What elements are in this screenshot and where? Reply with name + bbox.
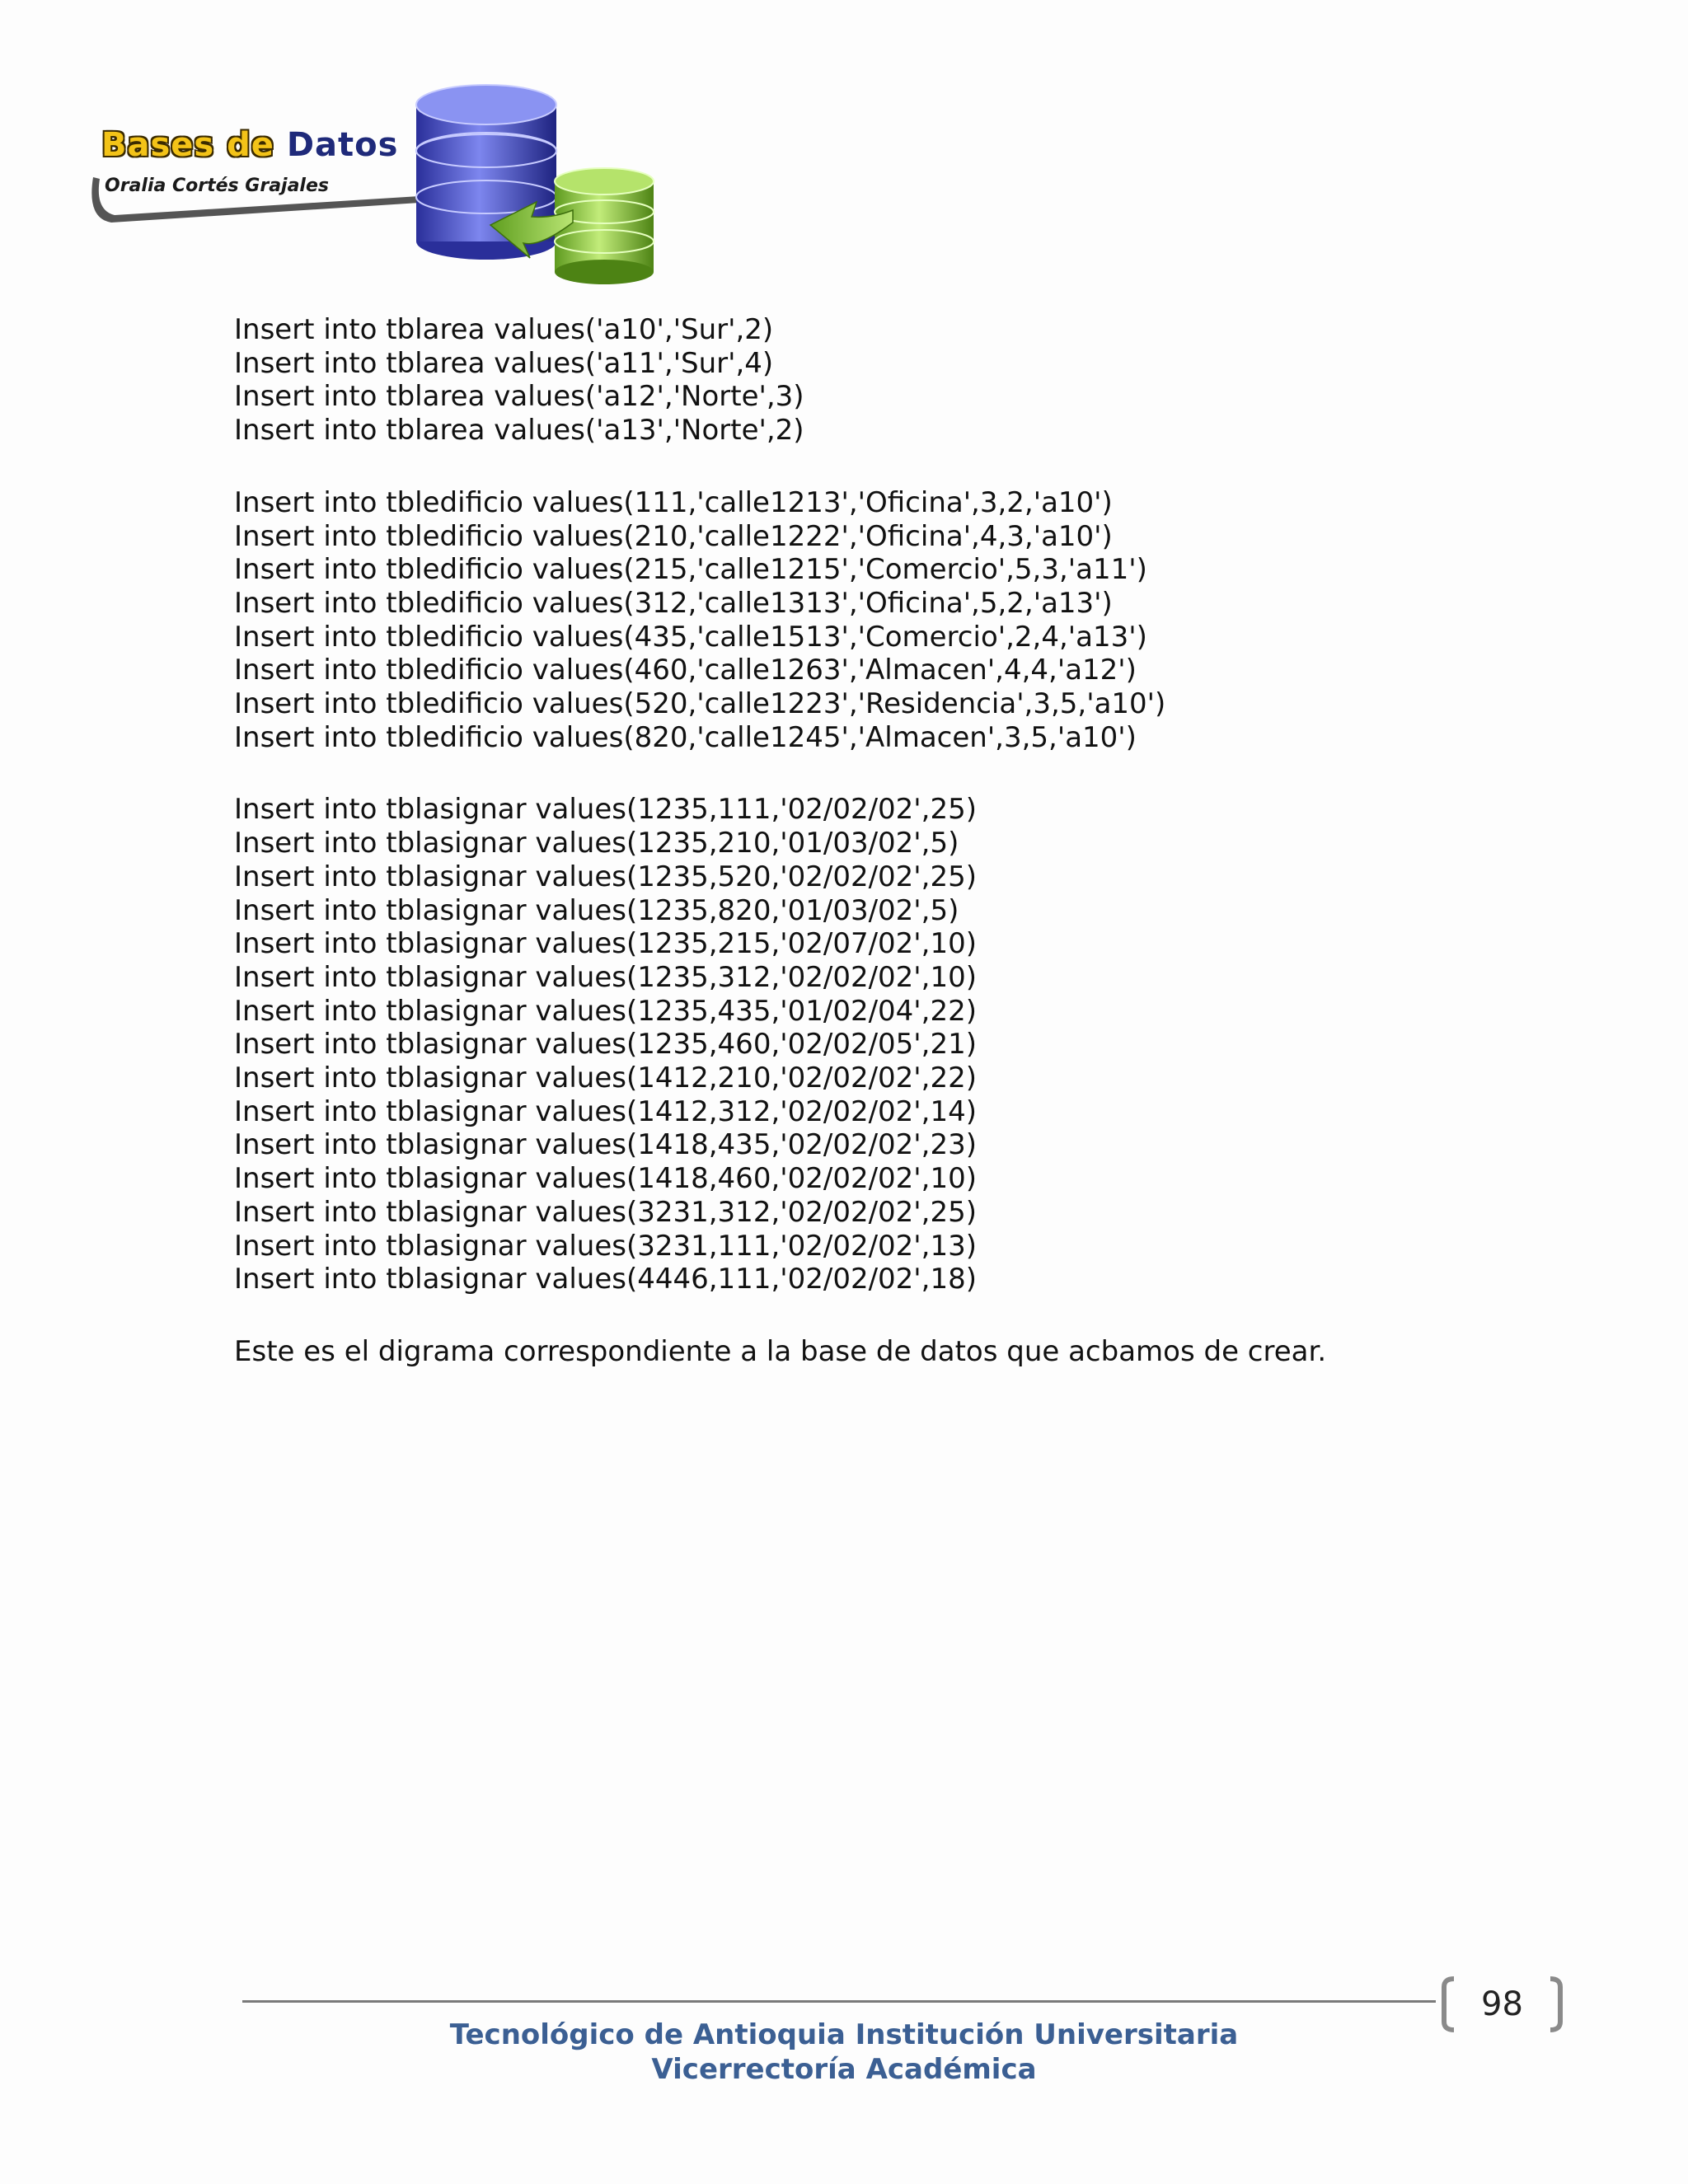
header-logo	[78, 78, 672, 284]
sql-statement-line: Insert into tblarea values('a11','Sur',4)	[234, 346, 774, 380]
sql-statement-block	[234, 486, 1553, 755]
document-body	[234, 313, 1553, 1369]
sql-statement-line: Insert into tblasignar values(1235,111,'02/02/02',25)	[234, 793, 977, 827]
sql-statement-line: Insert into tblasignar values(1418,435,'02/02/02',23)	[234, 1128, 977, 1162]
sql-statement-line: Insert into tbledificio values(460,'calle1263','Almacen',4,4,'a12')	[234, 654, 1137, 687]
logo-title	[101, 126, 398, 164]
footer-institution: Tecnológico de Antioquia Institución Universitaria	[449, 2018, 1239, 2051]
sql-statement-line: Insert into tblasignar values(1235,435,'01/02/04',22)	[234, 994, 977, 1028]
logo-title-part2: Datos	[286, 126, 399, 164]
sql-statement-line: Insert into tbledificio values(215,'calle1215','Comercio',5,3,'a11')	[234, 553, 1147, 587]
sql-statement-line: Insert into tblasignar values(1235,312,'02/02/02',10)	[234, 960, 977, 994]
footer-divider	[242, 2000, 1436, 2003]
sql-statement-line: Insert into tbledificio values(820,'calle1245','Almacen',3,5,'a10')	[234, 720, 1137, 754]
logo-title-part1: Bases de	[101, 126, 287, 164]
footer-department: Vicerrectoría Académica	[651, 2053, 1037, 2086]
sql-statement-line: Insert into tblasignar values(1235,215,'02/07/02',10)	[234, 927, 977, 961]
sql-statement-line: Insert into tblarea values('a13','Norte',2)	[234, 414, 804, 448]
sql-statement-line: Insert into tblarea values('a12','Norte',3)	[234, 380, 804, 414]
sql-statement-line: Insert into tbledificio values(435,'calle1513','Comercio',2,4,'a13')	[234, 620, 1147, 654]
sql-statement-line: Insert into tblarea values('a10','Sur',2)	[234, 313, 774, 346]
block-spacer	[234, 448, 1553, 486]
sql-statement-line: Insert into tbledificio values(111,'calle1213','Oficina',3,2,'a10')	[234, 485, 1113, 519]
sql-statement-line: Insert into tblasignar values(1235,820,'01/03/02',5)	[234, 893, 959, 927]
sql-statement-line: Insert into tblasignar values(3231,312,'02/02/02',25)	[234, 1195, 977, 1229]
sql-statement-line: Insert into tblasignar values(3231,111,'02/02/02',13)	[234, 1229, 977, 1263]
database-cylinder-small-icon	[555, 168, 654, 284]
sql-statement-line: Insert into tbledificio values(312,'calle1313','Oficina',5,2,'a13')	[234, 586, 1113, 620]
sql-statement-line: Insert into tbledificio values(210,'calle1222','Oficina',4,3,'a10')	[234, 519, 1113, 553]
logo-author: Oralia Cortés Grajales	[105, 176, 329, 196]
sql-statement-line: Insert into tblasignar values(1235,210,'01/03/02',5)	[234, 827, 959, 860]
block-spacer	[234, 1296, 1553, 1335]
sql-statement-line: Insert into tblasignar values(1418,460,'02/02/02',10)	[234, 1162, 977, 1196]
page-number: 98	[1481, 1985, 1523, 2023]
block-spacer	[234, 754, 1553, 793]
sql-statement-line: Insert into tbledificio values(520,'calle1223','Residencia',3,5,'a10')	[234, 687, 1166, 721]
sql-statement-block	[234, 313, 1553, 448]
paragraph-block	[234, 1335, 1553, 1369]
paragraph-text: Este es el digrama correspondiente a la base de datos que acbamos de crear.	[234, 1334, 1327, 1368]
sql-statement-line: Insert into tblasignar values(1235,460,'02/02/05',21)	[234, 1028, 977, 1062]
sql-statement-block	[234, 793, 1553, 1296]
sql-statement-line: Insert into tblasignar values(4446,111,'02/02/02',18)	[234, 1263, 977, 1296]
sql-statement-line: Insert into tblasignar values(1412,312,'02/02/02',14)	[234, 1094, 977, 1128]
sql-statement-line: Insert into tblasignar values(1235,520,'02/02/02',25)	[234, 860, 977, 893]
footer	[0, 2018, 1688, 2087]
sql-statement-line: Insert into tblasignar values(1412,210,'02/02/02',22)	[234, 1062, 977, 1095]
